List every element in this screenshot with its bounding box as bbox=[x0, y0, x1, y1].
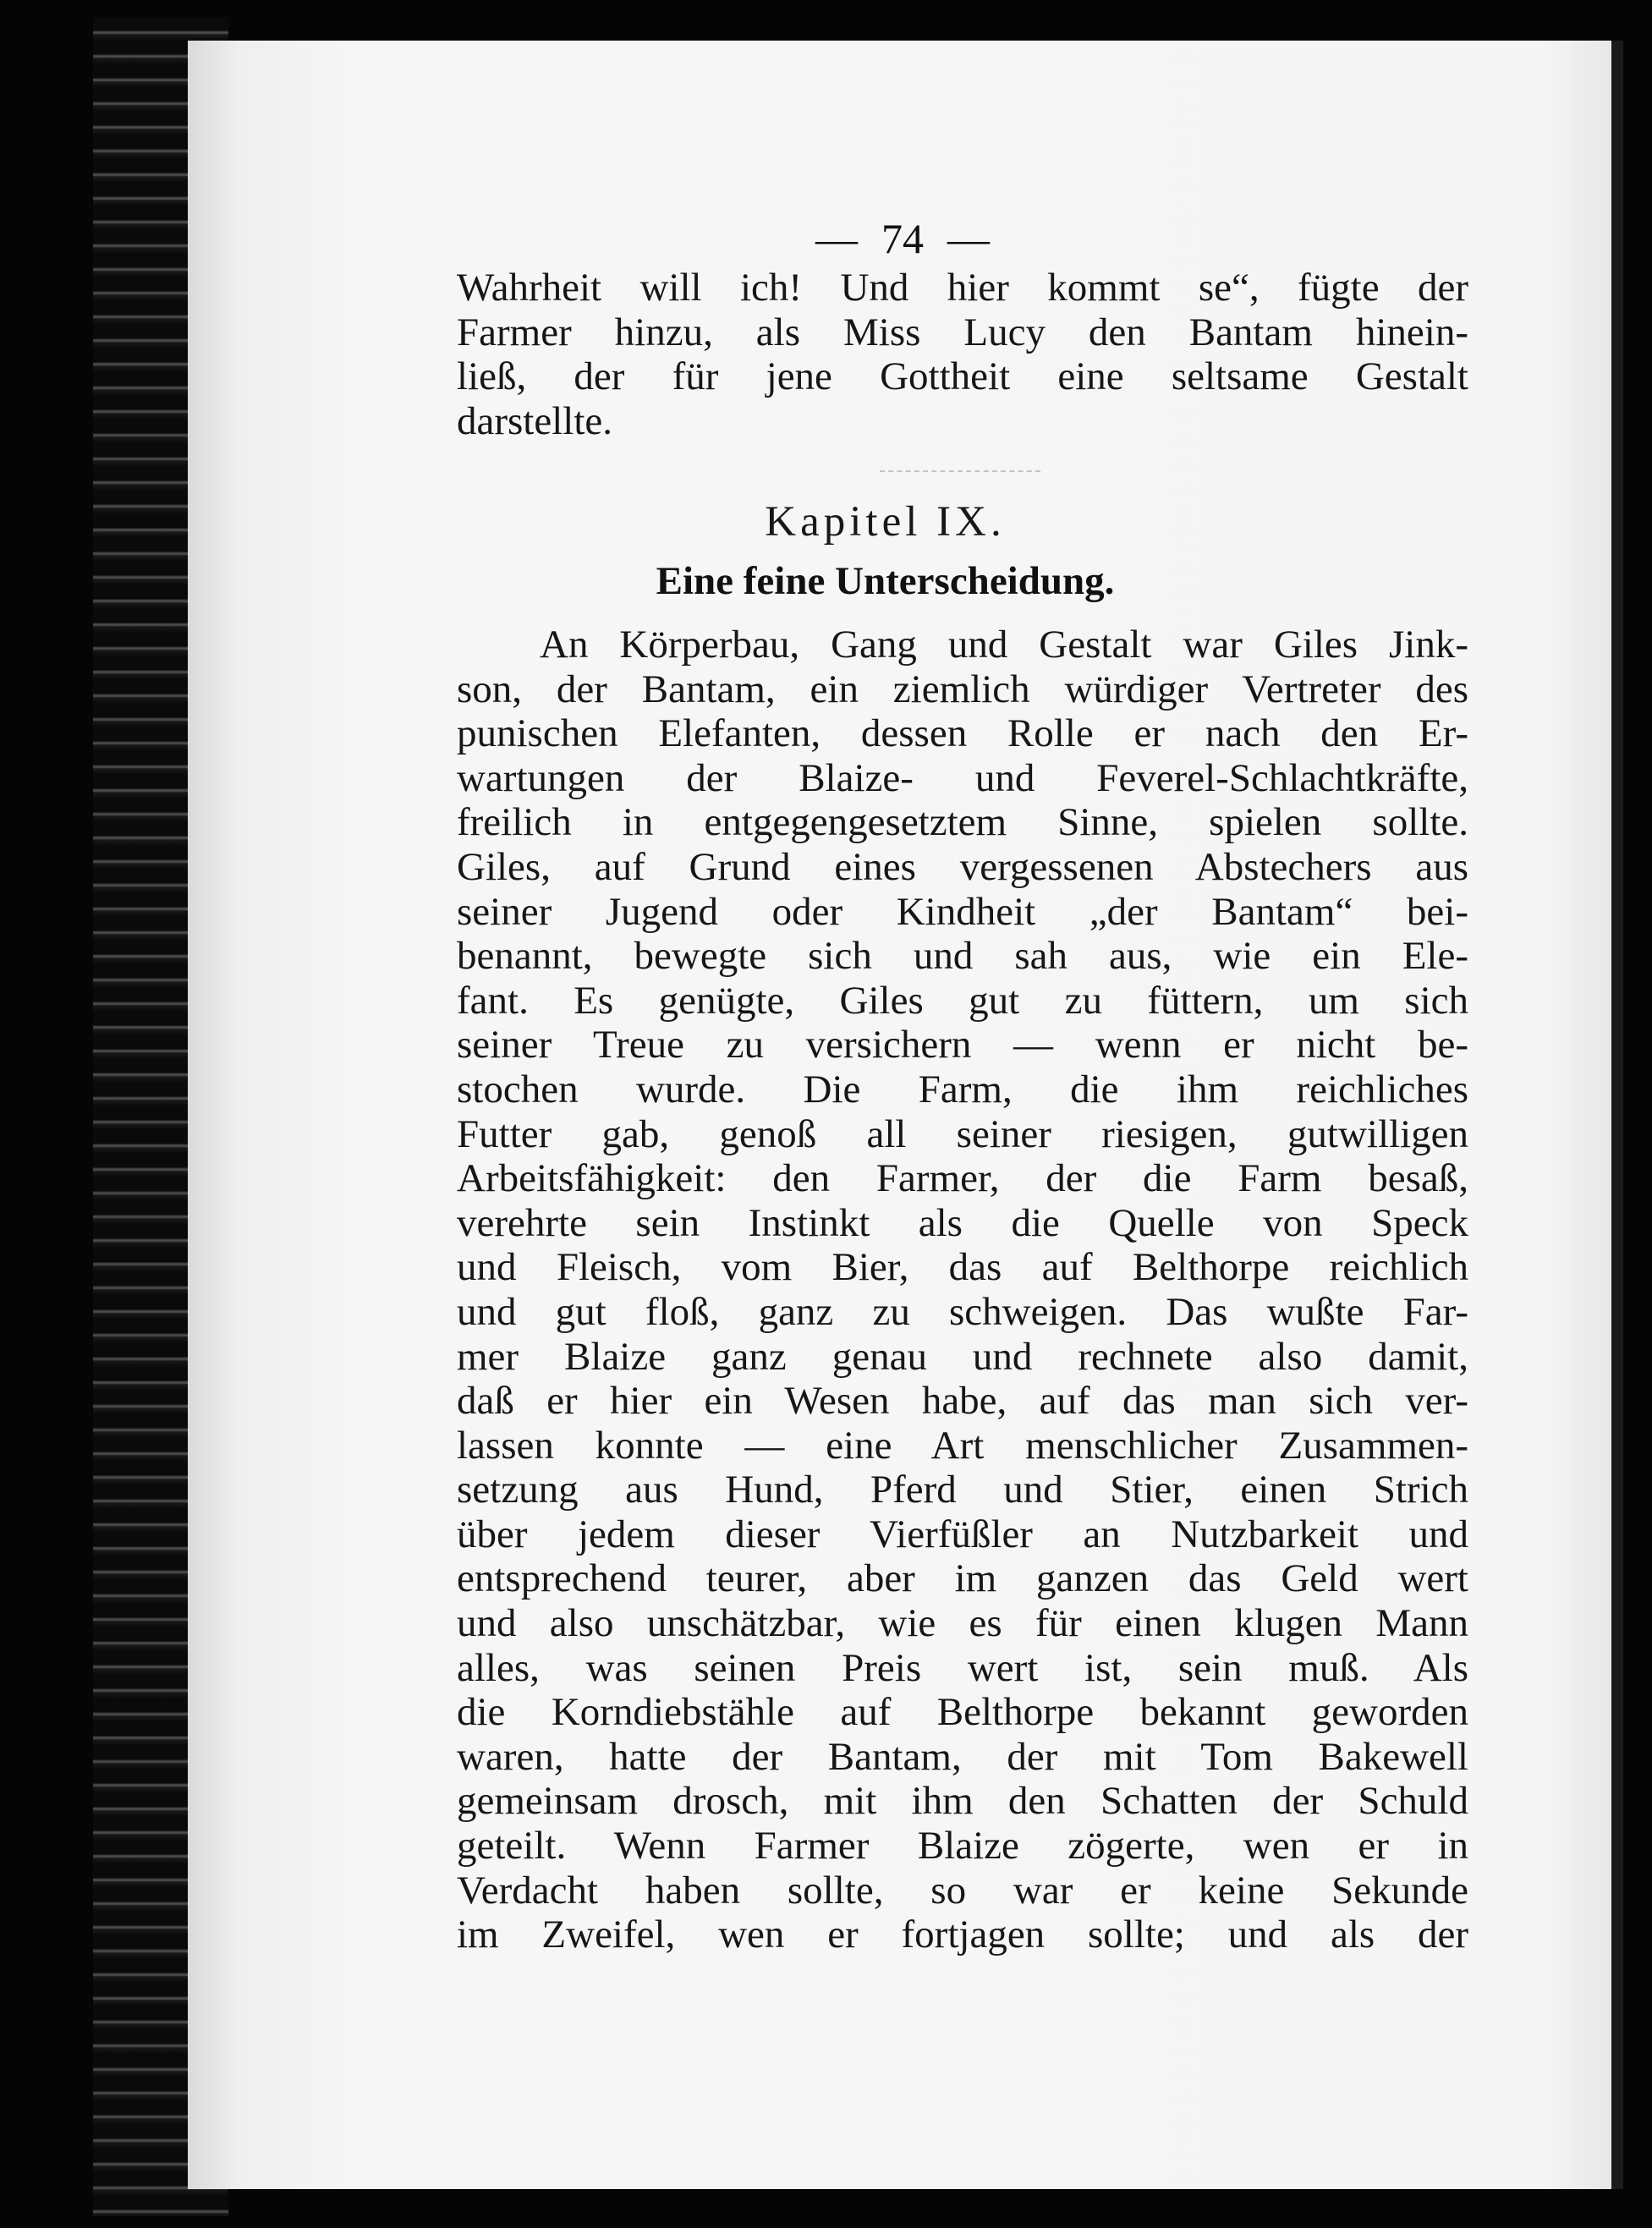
text-line: son, der Bantam, ein ziemlich würdiger Vertreter des bbox=[457, 667, 1468, 711]
text-line: Giles, auf Grund eines vergessenen Abstechers aus bbox=[457, 844, 1468, 889]
text-line: punischen Elefanten, dessen Rolle er nach den Er- bbox=[457, 711, 1468, 756]
chapter-title: Eine feine Unterscheidung. bbox=[656, 559, 1115, 603]
text-line: gemeinsam drosch, mit ihm den Schatten der Schuld bbox=[457, 1779, 1468, 1824]
text-line: Wahrheit will ich! Und hier kommt se“, fügte der bbox=[457, 266, 1468, 310]
text-line: An Körperbau, Gang und Gestalt war Giles Jink- bbox=[540, 623, 1468, 667]
text-line: ließ, der für jene Gottheit eine seltsame Gestalt bbox=[457, 354, 1468, 399]
intro-paragraph bbox=[457, 266, 1468, 443]
chapter-label: Kapitel IX. bbox=[765, 498, 1006, 546]
text-line: fant. Es genügte, Giles gut zu füttern, um sich bbox=[457, 978, 1468, 1023]
text-line: stochen wurde. Die Farm, die ihm reichliches bbox=[457, 1067, 1468, 1111]
text-line: Farmer hinzu, als Miss Lucy den Bantam hinein- bbox=[457, 310, 1468, 354]
page-right-edge bbox=[1611, 41, 1623, 2189]
text-line: darstellte. bbox=[457, 398, 613, 443]
text-line: lassen konnte — eine Art menschlicher Zusammen- bbox=[457, 1423, 1468, 1468]
text-line: mer Blaize ganz genau und rechnete also damit, bbox=[457, 1334, 1468, 1379]
text-line: entsprechend teurer, aber im ganzen das Geld wert bbox=[457, 1556, 1468, 1601]
text-line: Arbeitsfähigkeit: den Farmer, der die Farm besaß, bbox=[457, 1156, 1468, 1201]
text-line: verehrte sein Instinkt als die Quelle von Speck bbox=[457, 1200, 1468, 1245]
text-line: seiner Jugend oder Kindheit „der Bantam“ bei- bbox=[457, 889, 1468, 934]
text-line: geteilt. Wenn Farmer Blaize zögerte, wen er in bbox=[457, 1824, 1468, 1869]
text-line: benannt, bewegte sich und sah aus, wie ein Ele- bbox=[457, 934, 1468, 979]
folio-dash-right: — bbox=[947, 215, 990, 262]
text-line: daß er hier ein Wesen habe, auf das man sich ver- bbox=[457, 1379, 1468, 1424]
section-divider bbox=[880, 470, 1040, 472]
chapter-body bbox=[457, 623, 1468, 1957]
text-line: die Korndiebstähle auf Belthorpe bekannt geworden bbox=[457, 1690, 1468, 1735]
text-line: waren, hatte der Bantam, der mit Tom Bakewell bbox=[457, 1734, 1468, 1779]
text-line: im Zweifel, wen er fortjagen sollte; und als der bbox=[457, 1912, 1468, 1957]
text-line: und Fleisch, vom Bier, das auf Belthorpe reichlich bbox=[457, 1245, 1468, 1290]
page-number: 74 bbox=[881, 215, 924, 262]
text-line: Futter gab, genoß all seiner riesigen, gutwilligen bbox=[457, 1111, 1468, 1156]
text-line: über jedem dieser Vierfüßler an Nutzbarkeit und bbox=[457, 1512, 1468, 1556]
text-line: wartungen der Blaize- und Feverel-Schlachtkräfte, bbox=[457, 755, 1468, 800]
text-line: freilich in entgegengesetztem Sinne, spielen sollte. bbox=[457, 800, 1468, 845]
text-line: und also unschätzbar, wie es für einen klugen Mann bbox=[457, 1601, 1468, 1646]
text-line: alles, was seinen Preis wert ist, sein muß. Als bbox=[457, 1645, 1468, 1690]
folio-dash-left: — bbox=[815, 215, 858, 262]
text-line: setzung aus Hund, Pferd und Stier, einen Strich bbox=[457, 1468, 1468, 1512]
page-header bbox=[188, 214, 1617, 263]
text-line: seiner Treue zu versichern — wenn er nicht be- bbox=[457, 1023, 1468, 1067]
text-line: und gut floß, ganz zu schweigen. Das wußte Far- bbox=[457, 1289, 1468, 1334]
text-line: Verdacht haben sollte, so war er keine Sekunde bbox=[457, 1868, 1468, 1912]
